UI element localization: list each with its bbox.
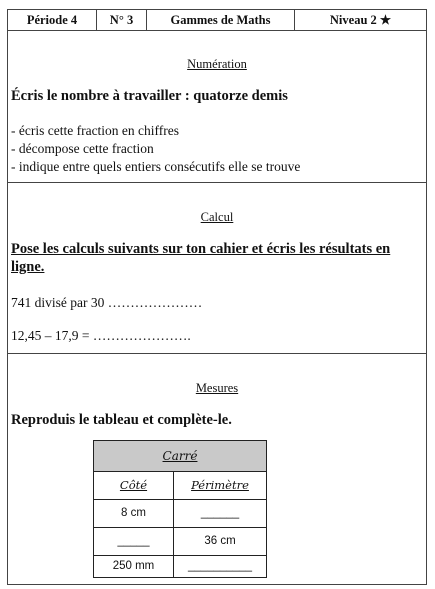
section-numeration (8, 30, 426, 183)
table-row (94, 500, 266, 528)
calcul-line-2: 12,45 – 17,9 = …………………. (11, 328, 191, 343)
table-row (94, 556, 266, 577)
numeration-item: - écris cette fraction en chiffres (11, 123, 180, 138)
section-title-mesures: Mesures (195, 381, 239, 395)
calcul-prompt-line1: Pose les calculs suivants sur ton cahier et écris les résultats en (11, 241, 391, 257)
worksheet-header (8, 10, 426, 31)
numero-label: N° 3 (97, 10, 147, 30)
periode-label: Période 4 (8, 10, 97, 30)
table-cell: ______ (200, 507, 240, 519)
numeration-item: - indique entre quels entiers consécutifs elle se trouve (11, 159, 301, 174)
calcul-prompt-line2: ligne. (11, 259, 45, 275)
table-cell: 36 cm (204, 535, 236, 547)
table-caption: Carré (94, 441, 266, 472)
section-title-calcul: Calcul (200, 210, 234, 224)
section-calcul (8, 183, 426, 354)
numeration-prompt: Écris le nombre à travailler : quatorze demis (11, 88, 288, 104)
table-header-row (94, 472, 266, 500)
calcul-line-1: 741 divisé par 30 ………………… (11, 295, 203, 310)
carre-table (93, 440, 267, 578)
table-cell: 250 mm (94, 556, 174, 577)
table-cell: __________ (188, 560, 252, 572)
table-cell: 8 cm (94, 500, 174, 527)
gammes-label: Gammes de Maths (147, 10, 295, 30)
mesures-prompt: Reproduis le tableau et complète-le. (11, 412, 232, 428)
niveau-label: Niveau 2 ★ (329, 13, 392, 27)
table-cell: _____ (94, 528, 174, 555)
table-row (94, 528, 266, 556)
section-mesures (8, 354, 426, 584)
column-header-cote: Côté (94, 472, 174, 499)
numeration-item: - décompose cette fraction (11, 141, 154, 156)
worksheet (7, 9, 427, 585)
column-header-perimetre: Périmètre (191, 478, 249, 492)
section-title-numeration: Numération (187, 57, 247, 71)
